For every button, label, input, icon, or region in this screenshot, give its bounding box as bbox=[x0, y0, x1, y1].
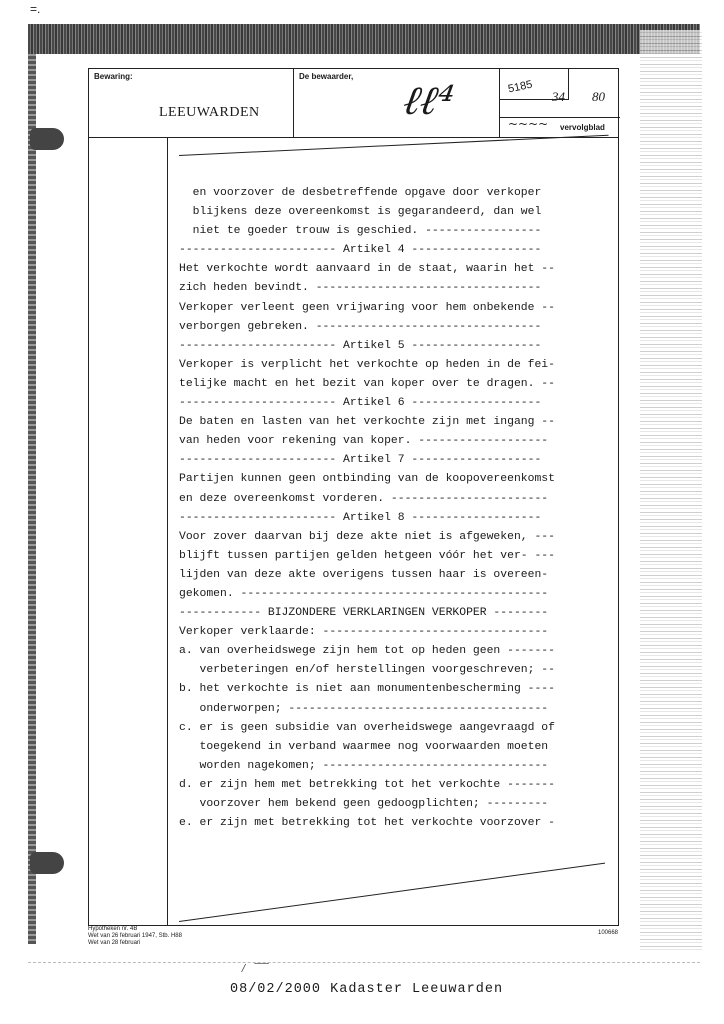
deed-line: ----------------------- Artikel 8 ------------------- bbox=[179, 511, 542, 524]
deed-line: verbeteringen en/of herstellingen voorgeschreven; -- bbox=[179, 664, 555, 677]
form-line-3: Wet van 28 februari bbox=[88, 940, 141, 946]
deed-line: onderworpen; -------------------------------------- bbox=[179, 702, 549, 715]
bewaarder-label: De bewaarder, bbox=[299, 72, 354, 81]
scan-top-bar bbox=[28, 24, 700, 54]
form-line-1: Hypotheken nr. 4B bbox=[88, 926, 138, 932]
deed-line: niet te goeder trouw is geschied. ----------------- bbox=[179, 225, 542, 238]
deed-line: ------------ BIJZONDERE VERKLARINGEN VERKOPER -------- bbox=[179, 607, 549, 620]
deed-form bbox=[88, 68, 619, 926]
folio-b: 80 bbox=[592, 89, 605, 104]
deed-line: ----------------------- Artikel 6 ------------------- bbox=[179, 397, 542, 410]
deed-line: Partijen kunnen geen ontbinding van de koopovereenkomst bbox=[179, 473, 555, 486]
form-header bbox=[89, 69, 618, 138]
deed-line: telijke macht en het bezit van koper over te dragen. -- bbox=[179, 377, 555, 390]
deed-line: Het verkochte wordt aanvaard in de staat, waarin het -- bbox=[179, 263, 555, 276]
registration-cell bbox=[500, 69, 620, 137]
bottom-diagonal-rule bbox=[179, 863, 605, 922]
bewaring-label: Bewaring: bbox=[94, 72, 133, 81]
deed-line: ----------------------- Artikel 5 ------------------- bbox=[179, 339, 542, 352]
vervolg-scribble: ~~~~ bbox=[508, 117, 549, 131]
punch-hole-top bbox=[30, 128, 64, 150]
deed-line: verborgen gebreken. --------------------------------- bbox=[179, 320, 542, 333]
deed-line: ----------------------- Artikel 4 ------------------- bbox=[179, 244, 542, 257]
deed-line: voorzover hem bekend geen gedoogplichten; --------- bbox=[179, 798, 549, 810]
fax-header-line: 08/02/2000 Kadaster Leeuwarden bbox=[230, 982, 504, 997]
deed-line: lijden van deze akte overigens tussen haar is overeen- bbox=[179, 568, 549, 581]
deed-body-text bbox=[179, 184, 609, 833]
deed-line: Verkoper verklaarde: --------------------------------- bbox=[179, 626, 549, 639]
deed-line: a. van overheidswege zijn hem tot op heden geen ------- bbox=[179, 645, 555, 658]
form-line-2: Wet van 26 februari 1947, Stb. H88 bbox=[88, 933, 182, 939]
deed-line: gekomen. --------------------------------------------- bbox=[179, 587, 549, 600]
bewaring-cell bbox=[89, 69, 294, 137]
folio-a: 34 bbox=[552, 89, 565, 104]
bewaring-value: LEEUWARDEN bbox=[159, 105, 260, 120]
punch-hole-bottom bbox=[30, 852, 64, 874]
fax-mark: ⁄ ‾‾ bbox=[240, 962, 269, 976]
form-id: 100668 bbox=[598, 930, 619, 936]
deed-line: toegekend in verband waarmee nog voorwaarden moeten bbox=[179, 740, 549, 753]
deed-line: van heden voor rekening van koper. ------------------- bbox=[179, 435, 549, 448]
bewaarder-cell bbox=[294, 69, 500, 137]
margin-line bbox=[167, 137, 168, 925]
vervolgblad-label: vervolgblad bbox=[560, 123, 605, 132]
deed-line: De baten en lasten van het verkochte zijn met ingang -- bbox=[179, 416, 555, 429]
deed-line: d. er zijn hem met betrekking tot het verkochte ------- bbox=[179, 778, 555, 791]
deed-line: zich heden bevindt. --------------------------------- bbox=[179, 282, 542, 295]
deed-line: c. er is geen subsidie van overheidswege aangevraagd of bbox=[179, 721, 555, 734]
deed-line: Verkoper verleent geen vrijwaring voor hem onbekende -- bbox=[179, 301, 555, 314]
bewaarder-signature: ℓℓ⁴ bbox=[399, 78, 458, 124]
deed-line: blijft tussen partijen gelden hetgeen vóór het ver- --- bbox=[179, 549, 555, 562]
corner-mark: =. bbox=[30, 2, 41, 16]
deed-line: ----------------------- Artikel 7 ------------------- bbox=[179, 454, 542, 467]
deed-line: e. er zijn met betrekking tot het verkochte voorzover - bbox=[179, 817, 555, 830]
deed-line: Voor zover daarvan bij deze akte niet is afgeweken, --- bbox=[179, 530, 555, 543]
form-legal-reference bbox=[88, 926, 182, 947]
deed-line: worden nagekomen; --------------------------------- bbox=[179, 759, 549, 772]
deed-line: en deze overeenkomst vorderen. ----------------------- bbox=[179, 492, 549, 505]
page-separator bbox=[28, 962, 700, 963]
deed-line: b. het verkochte is niet aan monumentenbescherming ---- bbox=[179, 683, 555, 696]
stamp-number: 5185 bbox=[507, 78, 534, 96]
deed-line: Verkoper is verplicht het verkochte op heden in de fei- bbox=[179, 358, 555, 371]
deed-line: blijkens deze overeenkomst is gegarandeerd, dan wel bbox=[179, 206, 542, 219]
scan-edge-noise bbox=[640, 30, 702, 950]
scan-left-bar bbox=[28, 54, 36, 944]
deed-line: en voorzover de desbetreffende opgave door verkoper bbox=[179, 187, 542, 199]
